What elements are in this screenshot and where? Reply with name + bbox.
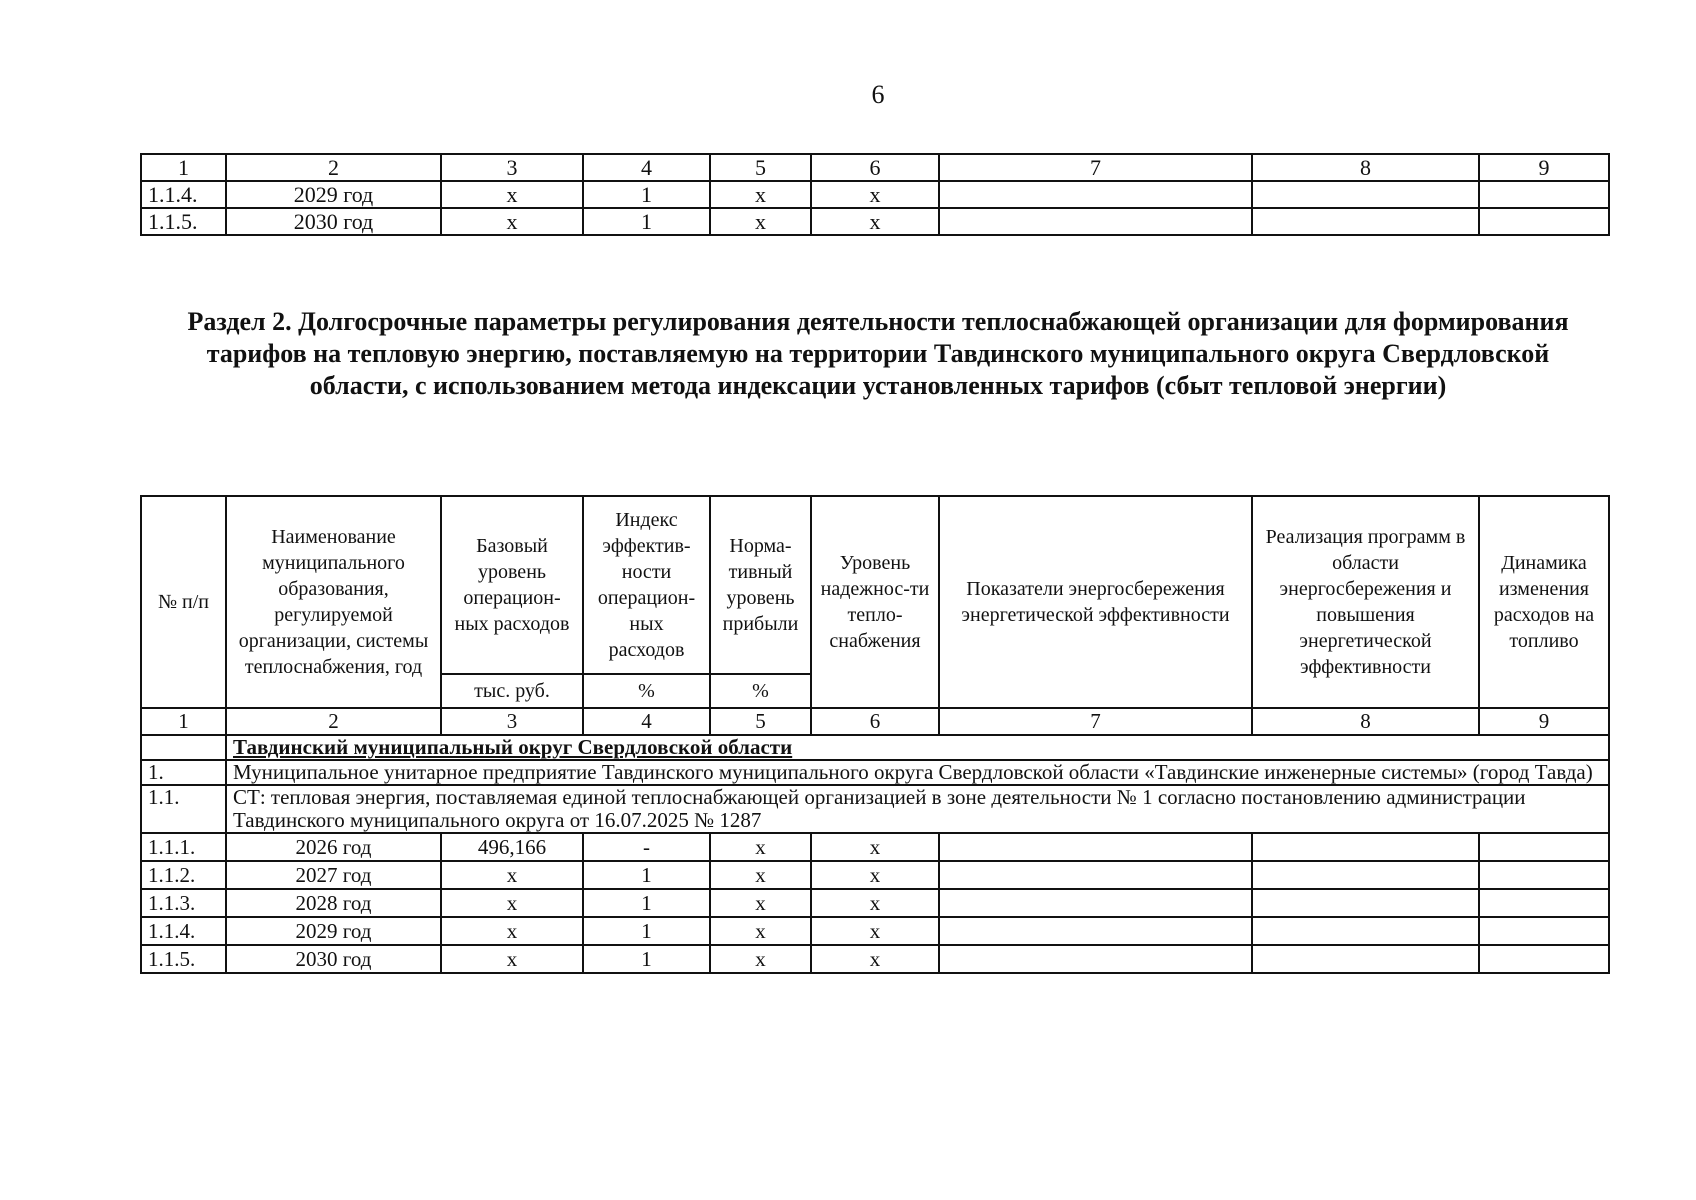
col-number: 4 <box>583 708 710 735</box>
header-energy-programs: Реализация программ в области энергосбережения и повышения энергетической эффективности <box>1252 496 1479 708</box>
row-number: 1. <box>141 760 226 785</box>
cell-empty <box>1479 917 1609 945</box>
table-row <box>141 945 1609 973</box>
cell-efficiency-index: 1 <box>583 917 710 945</box>
cell-efficiency-index: 1 <box>583 945 710 973</box>
table-row <box>141 181 1609 208</box>
cell-base-opex: x <box>441 861 583 889</box>
header-energy-saving: Показатели энергосбережения энергетической эффективности <box>939 496 1252 708</box>
cell-empty <box>939 181 1252 208</box>
table-row <box>141 917 1609 945</box>
page-number: 6 <box>871 80 885 109</box>
col-number: 2 <box>226 708 441 735</box>
cell-reliability: x <box>811 181 939 208</box>
cell-profit-level: x <box>710 917 811 945</box>
cell-base-opex: x <box>441 889 583 917</box>
cell-empty <box>1252 889 1479 917</box>
cell-reliability: x <box>811 208 939 235</box>
cell-empty <box>1252 945 1479 973</box>
cell-profit-level: x <box>710 889 811 917</box>
cell-reliability: x <box>811 889 939 917</box>
section-title: Раздел 2. Долгосрочные параметры регулирования деятельности теплоснабжающей организации для формирования тарифов на тепловую энергию, поставляемую на территории Тавдинского муниципального округа Свердловской области, с использованием метода индексации установленных тарифов (сбыт тепловой энергии) <box>187 307 1569 400</box>
header-number: № п/п <box>141 496 226 708</box>
row-number: 1.1.4. <box>141 181 226 208</box>
unit-percent: % <box>710 674 811 708</box>
col-number: 6 <box>811 154 939 181</box>
header-fuel-dynamics: Динамика изменения расходов на топливо <box>1479 496 1609 708</box>
unit-thousand-rub: тыс. руб. <box>441 674 583 708</box>
cell-base-opex: x <box>441 208 583 235</box>
cell-reliability: x <box>811 917 939 945</box>
cell-empty <box>141 735 226 760</box>
col-number: 9 <box>1479 154 1609 181</box>
cell-profit-level: x <box>710 945 811 973</box>
cell-base-opex: x <box>441 945 583 973</box>
column-number-row <box>141 708 1609 735</box>
region-row <box>141 735 1609 760</box>
cell-profit-level: x <box>710 833 811 861</box>
cell-efficiency-index: - <box>583 833 710 861</box>
row-number: 1.1.5. <box>141 208 226 235</box>
region-name: Тавдинский муниципальный округ Свердловской области <box>226 735 1609 760</box>
row-number: 1.1. <box>141 785 226 833</box>
cell-profit-level: x <box>710 181 811 208</box>
cell-empty <box>1479 861 1609 889</box>
cell-empty <box>939 945 1252 973</box>
column-number-row <box>141 154 1609 181</box>
col-number: 1 <box>141 708 226 735</box>
cell-empty <box>1479 181 1609 208</box>
cell-empty <box>939 208 1252 235</box>
cell-empty <box>1252 861 1479 889</box>
system-row <box>141 785 1609 833</box>
row-year: 2027 год <box>226 861 441 889</box>
row-number: 1.1.3. <box>141 889 226 917</box>
organization-row <box>141 760 1609 785</box>
unit-percent: % <box>583 674 710 708</box>
cell-efficiency-index: 1 <box>583 861 710 889</box>
continuation-table <box>140 153 1610 236</box>
cell-base-opex: x <box>441 917 583 945</box>
row-number: 1.1.5. <box>141 945 226 973</box>
col-number: 5 <box>710 154 811 181</box>
cell-efficiency-index: 1 <box>583 181 710 208</box>
cell-base-opex: x <box>441 181 583 208</box>
header-profit-level: Норма-тивный уровень прибыли <box>710 496 811 674</box>
cell-profit-level: x <box>710 208 811 235</box>
header-efficiency-index: Индекс эффектив-ности операцион-ных расходов <box>583 496 710 674</box>
table-row <box>141 889 1609 917</box>
col-number: 9 <box>1479 708 1609 735</box>
table-row <box>141 861 1609 889</box>
col-number: 5 <box>710 708 811 735</box>
cell-empty <box>939 917 1252 945</box>
cell-reliability: x <box>811 833 939 861</box>
col-number: 7 <box>939 154 1252 181</box>
row-year: 2028 год <box>226 889 441 917</box>
cell-empty <box>939 861 1252 889</box>
cell-empty <box>1479 208 1609 235</box>
cell-reliability: x <box>811 861 939 889</box>
row-number: 1.1.1. <box>141 833 226 861</box>
col-number: 7 <box>939 708 1252 735</box>
cell-empty <box>1252 208 1479 235</box>
tariff-parameters-table <box>140 495 1610 974</box>
cell-profit-level: x <box>710 861 811 889</box>
col-number: 6 <box>811 708 939 735</box>
cell-efficiency-index: 1 <box>583 208 710 235</box>
cell-empty <box>1479 889 1609 917</box>
header-name: Наименование муниципального образования, регулируемой организации, системы теплоснабжения, год <box>226 496 441 708</box>
row-number: 1.1.2. <box>141 861 226 889</box>
cell-empty <box>1252 917 1479 945</box>
row-year: 2026 год <box>226 833 441 861</box>
header-row <box>141 496 1609 674</box>
col-number: 1 <box>141 154 226 181</box>
header-reliability: Уровень надежнос-ти тепло-снабжения <box>811 496 939 708</box>
header-base-opex: Базовый уровень операцион-ных расходов <box>441 496 583 674</box>
row-year: 2030 год <box>226 945 441 973</box>
heat-system-description: СТ: тепловая энергия, поставляемая единой теплоснабжающей организацией в зоне деятельности № 1 согласно постановлению администрации Тавдинского муниципального округа от 16.07.2025 № 1287 <box>226 785 1609 833</box>
cell-empty <box>1252 833 1479 861</box>
col-number: 2 <box>226 154 441 181</box>
cell-reliability: x <box>811 945 939 973</box>
row-year: 2029 год <box>226 181 441 208</box>
row-number: 1.1.4. <box>141 917 226 945</box>
row-year: 2030 год <box>226 208 441 235</box>
col-number: 8 <box>1252 154 1479 181</box>
cell-base-opex: 496,166 <box>441 833 583 861</box>
table-row <box>141 833 1609 861</box>
col-number: 3 <box>441 708 583 735</box>
col-number: 8 <box>1252 708 1479 735</box>
cell-empty <box>1479 833 1609 861</box>
cell-efficiency-index: 1 <box>583 889 710 917</box>
row-year: 2029 год <box>226 917 441 945</box>
cell-empty <box>939 889 1252 917</box>
table-row <box>141 208 1609 235</box>
cell-empty <box>939 833 1252 861</box>
col-number: 4 <box>583 154 710 181</box>
cell-empty <box>1252 181 1479 208</box>
col-number: 3 <box>441 154 583 181</box>
cell-empty <box>1479 945 1609 973</box>
organization-name: Муниципальное унитарное предприятие Тавдинского муниципального округа Свердловской области «Тавдинские инженерные системы» (город Тавда) <box>226 760 1609 785</box>
